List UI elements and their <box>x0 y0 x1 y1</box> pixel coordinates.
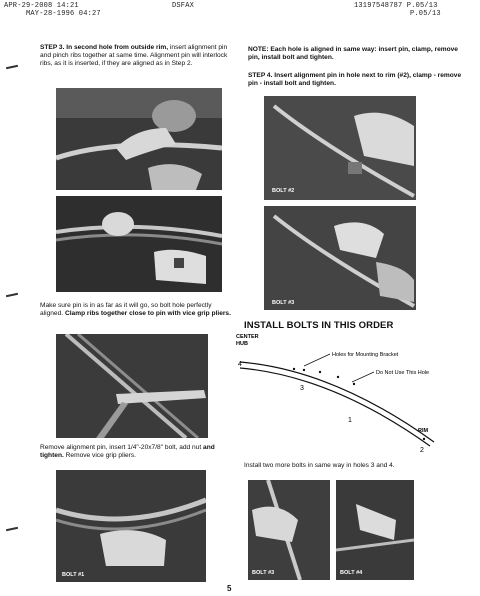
center-label: CENTER <box>236 334 259 340</box>
margin-mark <box>6 527 18 531</box>
page-number: 5 <box>227 584 232 593</box>
fax-header-page: P.05/13 <box>410 10 441 18</box>
step3-instruction <box>40 44 236 68</box>
pin-clamp-instruction <box>40 302 236 318</box>
photo-bolt-3-close <box>248 480 330 580</box>
photo-illustration <box>264 96 416 200</box>
remove-pin-instruction <box>40 444 236 460</box>
bolt-4-label: BOLT #4 <box>340 570 363 576</box>
photo-bolt-3 <box>264 206 416 310</box>
fax-header-timestamp-1: APR-29-2008 14:21 <box>4 2 79 10</box>
photo-step3-hands-pinching <box>56 88 222 190</box>
step4-instruction: STEP 4. Insert alignment pin in hole next to rim (#2), clamp - remove pin - install bolt and tighten. <box>248 72 462 87</box>
install-more-instruction: Install two more bolts in same way in holes 3 and 4. <box>244 462 395 469</box>
holes-bracket-label: Holes for Mounting Bracket <box>332 352 399 358</box>
photo-bolt-2 <box>264 96 416 200</box>
photo-illustration <box>56 196 222 292</box>
step3-body: insert alignment pin and pinch ribs together at same time. Alignment pin will interlock ribs, as it is inserted, if they are aligned as in Step 2. <box>40 44 228 67</box>
hole-number-2: 2 <box>420 447 424 454</box>
note-each-hole: NOTE: Each hole is aligned in same way: insert pin, clamp, remove pin, install bolt and tighten. <box>248 46 458 61</box>
bolt-3b-label: BOLT #3 <box>252 570 275 576</box>
photo-illustration <box>248 480 330 580</box>
bolt-1-label: BOLT #1 <box>62 572 85 578</box>
photo-bolt-1 <box>56 470 206 582</box>
remove-bold: and tighten. <box>40 444 215 459</box>
pin-note-bold: Clamp ribs together close to pin with vice grip pliers. <box>64 310 231 317</box>
hole-number-3: 3 <box>300 385 304 392</box>
step3-lead: STEP 3. In second hole from outside rim, <box>40 44 169 51</box>
hub-label: HUB <box>236 341 248 347</box>
margin-mark <box>6 65 18 69</box>
margin-mark <box>6 293 18 297</box>
photo-illustration <box>56 88 222 190</box>
hole-number-1: 1 <box>348 417 352 424</box>
photo-inserting-pin <box>56 196 222 292</box>
bolt-order-diagram <box>234 332 454 456</box>
bolt-3-label: BOLT #3 <box>272 300 295 306</box>
fax-header-sender: DSFAX <box>172 2 195 10</box>
photo-illustration <box>56 470 206 582</box>
do-not-use-label: Do Not Use This Hole <box>376 370 430 376</box>
photo-bolt-4 <box>336 480 414 580</box>
photo-illustration <box>56 334 208 438</box>
rim-label: RIM <box>418 428 429 434</box>
pin-note-plain: Make sure pin is in as far as it will go, so bolt hole perfectly aligned. <box>40 302 212 317</box>
hole-number-4: 4 <box>238 361 242 368</box>
install-bolts-heading: INSTALL BOLTS IN THIS ORDER <box>244 320 394 331</box>
fax-header-number-page: 13197548787 P.05/13 <box>354 2 438 10</box>
bolt-2-label: BOLT #2 <box>272 188 295 194</box>
fax-header-timestamp-2: MAY-28-1996 04:27 <box>26 10 101 18</box>
photo-illustration <box>336 480 414 580</box>
photo-vice-grip-clamp <box>56 334 208 438</box>
remove-plain: Remove alignment pin, insert 1/4"-20x7/8" bolt, add nut <box>40 444 202 451</box>
rib-diagram-svg <box>234 332 454 456</box>
photo-illustration <box>264 206 416 310</box>
remove-end: Remove vice grip pliers. <box>65 452 137 459</box>
